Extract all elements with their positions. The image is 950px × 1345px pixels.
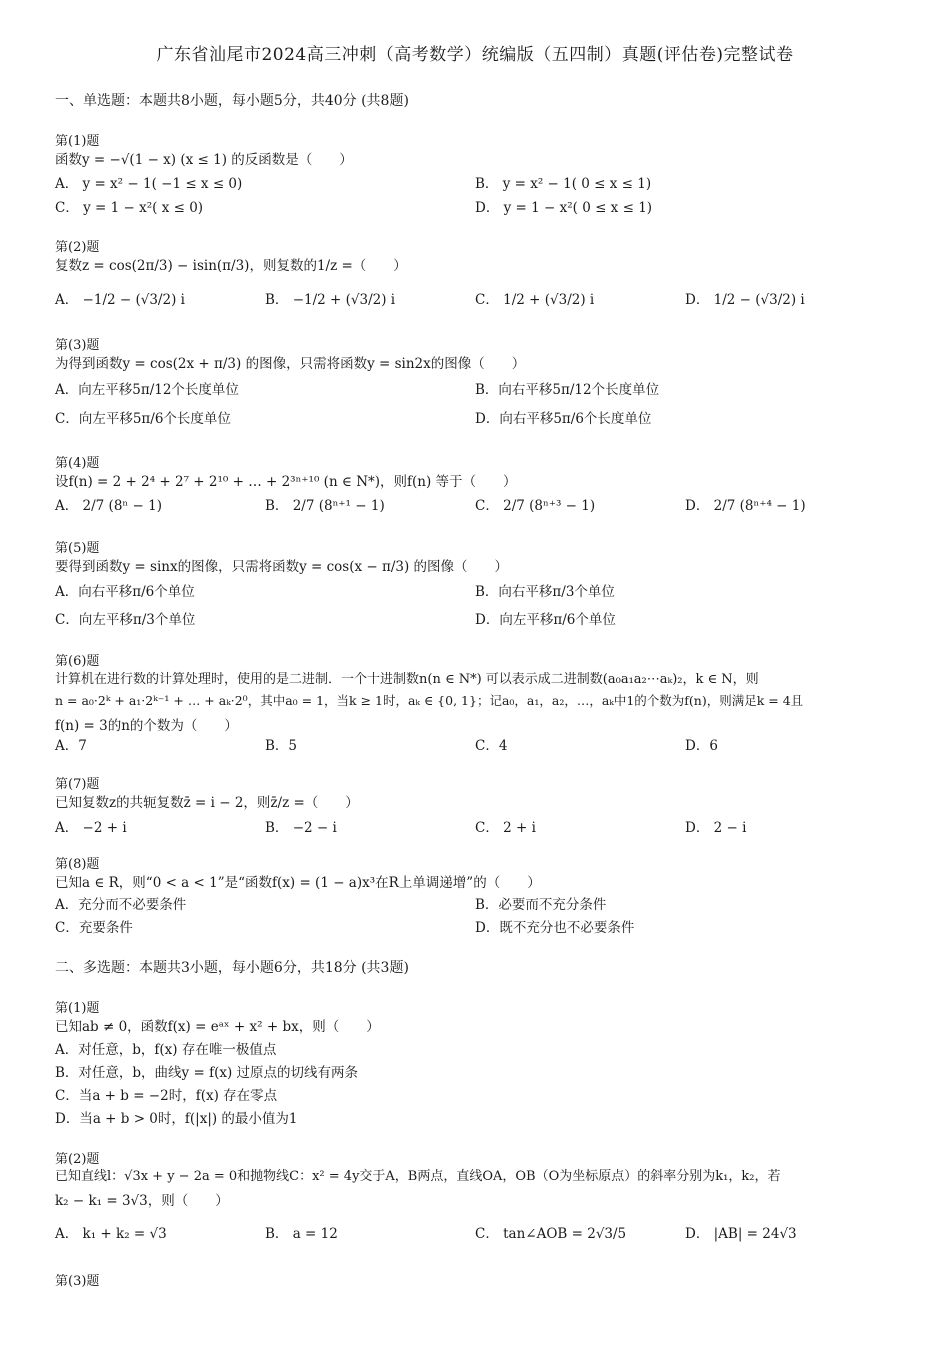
question-number: 第(3)题 bbox=[55, 338, 100, 353]
question-number: 第(2)题 bbox=[55, 240, 100, 255]
question-stem: 函数y = −√(1 − x) (x ≤ 1) 的反函数是（ ） bbox=[55, 152, 353, 168]
option-c[interactable]: C． y = 1 − x²( x ≤ 0) bbox=[55, 200, 204, 216]
option-c[interactable]: C．充要条件 bbox=[55, 920, 133, 936]
option-b[interactable]: B．对任意，b，曲线y = f(x) 过原点的切线有两条 bbox=[55, 1065, 359, 1081]
option-a[interactable]: A．向左平移5π/12个长度单位 bbox=[55, 382, 239, 398]
question-stem: f(n) = 3的n的个数为（ ） bbox=[55, 718, 238, 734]
question-number: 第(8)题 bbox=[55, 857, 100, 872]
question-stem: 计算机在进行数的计算处理时，使用的是二进制．一个十进制数n(n ∈ N*) 可以表示成二进制数(a₀a₁a₂⋯aₖ)₂，k ∈ N，则 bbox=[55, 672, 759, 687]
question-stem: 已知直线l：√3x + y − 2a = 0和抛物线C：x² = 4y交于A，B两点，直线OA，OB（O为坐标原点）的斜率分别为k₁，k₂，若 bbox=[55, 1169, 781, 1184]
option-c[interactable]: C． 2 + i bbox=[475, 820, 536, 836]
option-d[interactable]: D．6 bbox=[685, 738, 718, 754]
option-b[interactable]: B．向右平移π/3个单位 bbox=[475, 584, 615, 600]
question-stem: 已知复数z的共轭复数z̄ = i − 2，则z̄/z =（ ） bbox=[55, 795, 359, 811]
option-d[interactable]: D． 1/2 − (√3/2) i bbox=[685, 292, 805, 308]
option-d[interactable]: D． 2/7 (8ⁿ⁺⁴ − 1) bbox=[685, 498, 806, 514]
question-number: 第(7)题 bbox=[55, 777, 100, 792]
option-a[interactable]: A． k₁ + k₂ = √3 bbox=[55, 1226, 167, 1242]
question-stem: n = a₀·2ᵏ + a₁·2ᵏ⁻¹ + … + aₖ·2⁰，其中a₀ = 1，当k ≥ 1时，aₖ ∈ {0, 1}；记a₀，a₁，a₂，…，aₖ中1的个数为f(n)，则满足k = 4且 bbox=[55, 693, 804, 708]
option-c[interactable]: C．向左平移5π/6个长度单位 bbox=[55, 411, 231, 427]
question-stem: 已知ab ≠ 0，函数f(x) = eᵃˣ + x² + bx，则（ ） bbox=[55, 1019, 380, 1035]
question-number: 第(1)题 bbox=[55, 134, 100, 149]
question-stem: 为得到函数y = cos(2x + π/3) 的图像，只需将函数y = sin2x的图像（ ） bbox=[55, 356, 526, 372]
option-b[interactable]: B． 2/7 (8ⁿ⁺¹ − 1) bbox=[265, 498, 385, 514]
option-b[interactable]: B． −1/2 + (√3/2) i bbox=[265, 292, 396, 308]
option-d[interactable]: D． y = 1 − x²( 0 ≤ x ≤ 1) bbox=[475, 200, 653, 216]
option-a[interactable]: A．对任意，b，f(x) 存在唯一极值点 bbox=[55, 1042, 277, 1058]
option-c[interactable]: C． 1/2 + (√3/2) i bbox=[475, 292, 595, 308]
question-number: 第(4)题 bbox=[55, 456, 100, 471]
question-stem: 设f(n) = 2 + 2⁴ + 2⁷ + 2¹⁰ + … + 2³ⁿ⁺¹⁰ (n ∈ N*)，则f(n) 等于（ ） bbox=[55, 474, 517, 490]
option-a[interactable]: A．充分而不必要条件 bbox=[55, 897, 187, 913]
option-b[interactable]: B．向右平移5π/12个长度单位 bbox=[475, 382, 660, 398]
option-d[interactable]: D． 2 − i bbox=[685, 820, 747, 836]
option-a[interactable]: A． −2 + i bbox=[55, 820, 127, 836]
option-d[interactable]: D．当a + b > 0时，f(|x|) 的最小值为1 bbox=[55, 1111, 298, 1127]
question-number: 第(2)题 bbox=[55, 1152, 100, 1167]
question-number: 第(6)题 bbox=[55, 654, 100, 669]
option-b[interactable]: B． a = 12 bbox=[265, 1226, 338, 1242]
option-d[interactable]: D．既不充分也不必要条件 bbox=[475, 920, 635, 936]
option-b[interactable]: B． −2 − i bbox=[265, 820, 337, 836]
option-a[interactable]: A． y = x² − 1( −1 ≤ x ≤ 0) bbox=[55, 176, 243, 192]
option-a[interactable]: A． 2/7 (8ⁿ − 1) bbox=[55, 498, 163, 514]
option-c[interactable]: C．当a + b = −2时，f(x) 存在零点 bbox=[55, 1088, 278, 1104]
option-a[interactable]: A．向右平移π/6个单位 bbox=[55, 584, 195, 600]
question-stem: 要得到函数y = sinx的图像，只需将函数y = cos(x − π/3) 的图像（ ） bbox=[55, 559, 509, 575]
question-number: 第(5)题 bbox=[55, 541, 100, 556]
option-c[interactable]: C．向左平移π/3个单位 bbox=[55, 612, 196, 628]
option-b[interactable]: B．5 bbox=[265, 738, 298, 754]
option-d[interactable]: D．向左平移π/6个单位 bbox=[475, 612, 616, 628]
question-stem: k₂ − k₁ = 3√3，则（ ） bbox=[55, 1193, 229, 1209]
question-stem: 复数z = cos(2π/3) − isin(π/3)，则复数的1/z =（ ） bbox=[55, 258, 407, 274]
option-d[interactable]: D．向右平移5π/6个长度单位 bbox=[475, 411, 652, 427]
option-b[interactable]: B． y = x² − 1( 0 ≤ x ≤ 1) bbox=[475, 176, 652, 192]
option-d[interactable]: D． |AB| = 24√3 bbox=[685, 1226, 797, 1242]
page-title: 广东省汕尾市2024高三冲刺（高考数学）统编版（五四制）真题(评估卷)完整试卷 bbox=[156, 45, 794, 65]
option-c[interactable]: C． tan∠AOB = 2√3/5 bbox=[475, 1226, 627, 1242]
section-heading-single: 一、单选题：本题共8小题，每小题5分，共40分 (共8题) bbox=[55, 93, 409, 109]
question-stem: 已知a ∈ R，则“0 < a < 1”是“函数f(x) = (1 − a)x³在R上单调递增”的（ ） bbox=[55, 875, 541, 891]
option-a[interactable]: A．7 bbox=[55, 738, 87, 754]
question-number: 第(1)题 bbox=[55, 1001, 100, 1016]
option-c[interactable]: C．4 bbox=[475, 738, 508, 754]
option-c[interactable]: C． 2/7 (8ⁿ⁺³ − 1) bbox=[475, 498, 596, 514]
question-number: 第(3)题 bbox=[55, 1274, 100, 1289]
section-heading-multiple: 二、多选题：本题共3小题，每小题6分，共18分 (共3题) bbox=[55, 960, 409, 976]
option-a[interactable]: A． −1/2 − (√3/2) i bbox=[55, 292, 185, 308]
option-b[interactable]: B．必要而不充分条件 bbox=[475, 897, 607, 913]
